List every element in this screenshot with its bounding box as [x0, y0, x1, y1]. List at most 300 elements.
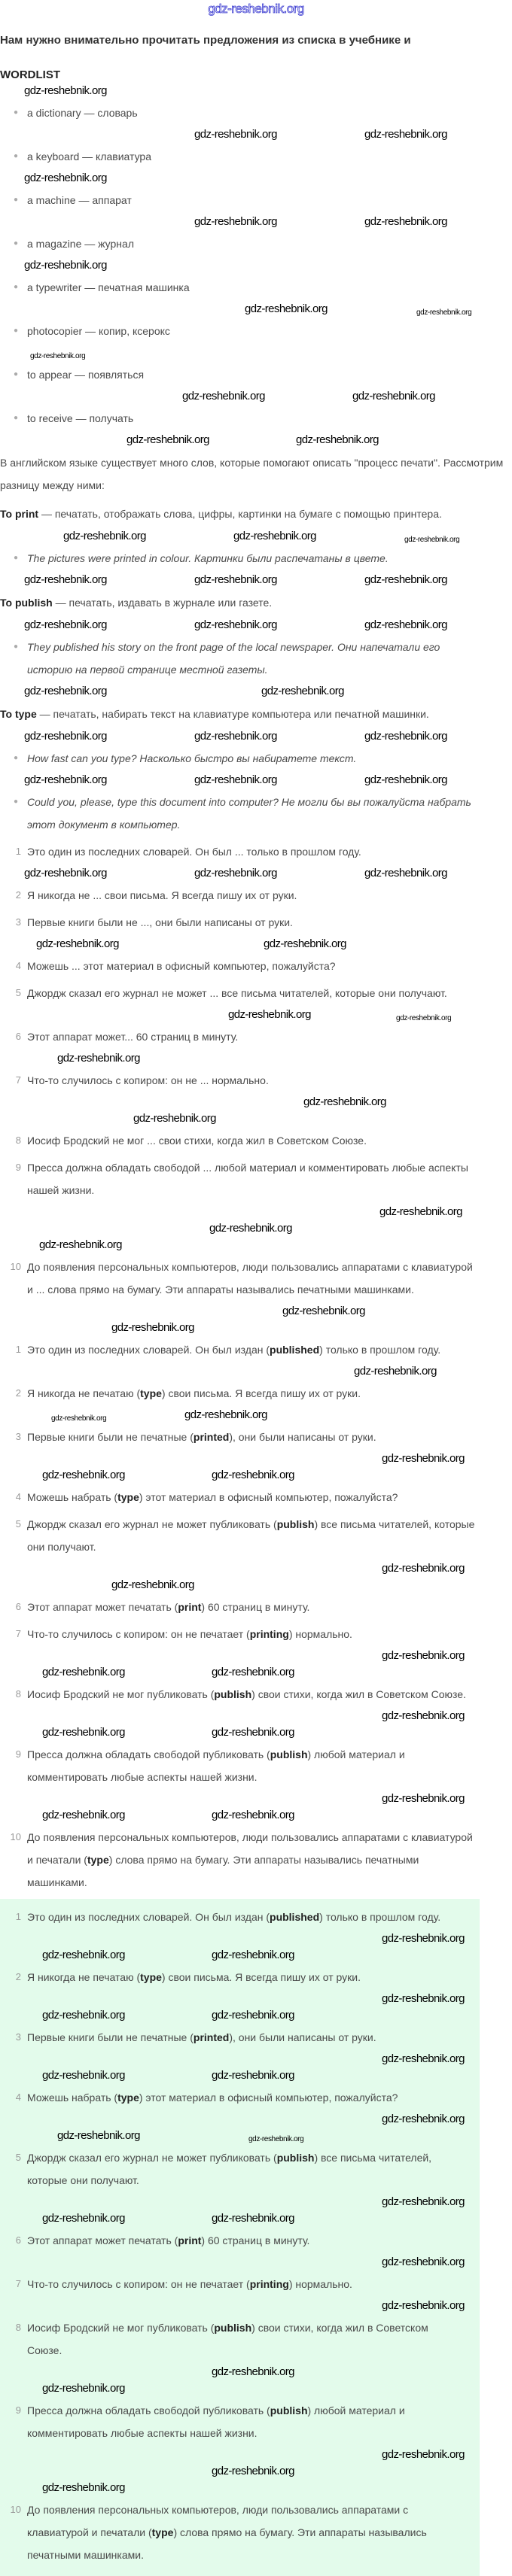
- answer-word: printed: [193, 2031, 230, 2043]
- answer-item: [15, 1423, 479, 1451]
- watermark-text: gdz-reshebnik.org: [382, 1709, 465, 1722]
- answer-post: ) слова прямо на бумагу. Эти аппараты назывались печатными машинками.: [27, 2526, 427, 2561]
- answer-pre: Можешь набрать (: [27, 1491, 118, 1503]
- watermark-text: gdz-reshebnik.org: [212, 1666, 294, 1678]
- watermark-text: gdz-reshebnik.org: [51, 1414, 107, 1423]
- answer-post: ) свои стихи, когда жил в Советском Союзе.: [251, 1688, 466, 1700]
- watermark-text: gdz-reshebnik.org: [24, 172, 107, 184]
- watermark-text: gdz-reshebnik.org: [261, 685, 344, 697]
- highlighted-answer-item: [10, 2496, 460, 2568]
- answer-pre: Что-то случилось с копиром: он не печатает (: [27, 2278, 250, 2290]
- watermark-text: gdz-reshebnik.org: [382, 1932, 465, 1945]
- wordlist-item-text: a typewriter — печатная машинка: [27, 281, 190, 293]
- watermark-row: [0, 214, 512, 230]
- item-number: 10: [10, 2504, 21, 2515]
- answer-pre: Пресса должна обладать свободой публиковать (: [27, 2404, 270, 2417]
- watermark-text: gdz-reshebnik.org: [24, 773, 107, 786]
- answer-post: ) этот материал в офисный компьютер, пожалуйста?: [139, 1491, 398, 1503]
- watermark-row: [0, 1577, 512, 1593]
- item-text: Пресса должна обладать свободой ... любой материал и комментировать любые аспекты нашей жизни.: [27, 1162, 468, 1196]
- highlighted-answers-panel: [0, 1899, 480, 2576]
- answer-pre: Что-то случилось с копиром: он не печатает (: [27, 1628, 250, 1640]
- item-number: 3: [15, 2031, 21, 2043]
- watermark-row: [0, 528, 512, 545]
- example-item: [14, 633, 479, 683]
- item-number: 7: [15, 2278, 21, 2289]
- watermark-row: [0, 1947, 480, 1964]
- watermark-row: [0, 1791, 512, 1807]
- answer-post: ) 60 страниц в минуту.: [201, 1601, 310, 1613]
- watermark-text: gdz-reshebnik.org: [194, 773, 277, 786]
- answer-word: published: [270, 1911, 320, 1923]
- answer-post: ) только в прошлом году.: [319, 1911, 441, 1923]
- answer-post: ) нормально.: [288, 1628, 352, 1640]
- wordlist-item-text: to receive — получать: [27, 412, 134, 424]
- watermark-text: gdz-reshebnik.org: [382, 1992, 465, 2005]
- watermark-text: gdz-reshebnik.org: [382, 2448, 465, 2461]
- watermark-row: [0, 1467, 512, 1484]
- watermark-row: [0, 2067, 480, 2084]
- answer-pre: До появления персональных компьютеров, люди пользовались аппаратами с клавиатурой и печатали (: [27, 1831, 473, 1866]
- answer-word: type: [140, 1971, 162, 1983]
- answer-pre: Я никогда не печатаю (: [27, 1387, 141, 1399]
- bullet-icon: ●: [14, 754, 19, 762]
- answer-item: [15, 1593, 479, 1621]
- answer-post: ) свои письма. Я всегда пишу их от руки.: [161, 1971, 361, 1983]
- answer-item: [15, 1621, 479, 1648]
- exercise-item: [15, 1023, 479, 1050]
- watermark-row: [0, 572, 512, 588]
- watermark-row: [0, 1708, 512, 1724]
- example-item: [14, 745, 479, 772]
- item-text: Джордж сказал его журнал не может ... все письма читателей, которые они получают.: [27, 987, 447, 999]
- answer-word: publish: [214, 2322, 252, 2334]
- answer-item: [15, 1741, 479, 1791]
- exercise-item: [15, 980, 479, 1007]
- watermark-text: gdz-reshebnik.org: [42, 2481, 125, 2494]
- watermark-row: [0, 936, 512, 952]
- watermark-row: [0, 2364, 480, 2380]
- watermark-row: [0, 2210, 480, 2227]
- watermark-text: gdz-reshebnik.org: [42, 1726, 125, 1739]
- watermark-text: gdz-reshebnik.org: [382, 1562, 465, 1575]
- wordlist-item-text: a magazine — журнал: [27, 238, 134, 250]
- answer-pre: Можешь набрать (: [27, 2091, 118, 2104]
- answer-pre: До появления персональных компьютеров, люди пользовались аппаратами с клавиатурой и печатали (: [27, 2504, 409, 2538]
- highlighted-answer-item: [15, 1903, 460, 1930]
- answer-word: type: [140, 1387, 162, 1399]
- watermark-text: gdz-reshebnik.org: [245, 302, 328, 315]
- watermark-row: [0, 1110, 512, 1127]
- exercise-item: [15, 1067, 479, 1094]
- watermark-text: gdz-reshebnik.org: [364, 215, 447, 228]
- watermark-text: gdz-reshebnik.org: [248, 2135, 304, 2143]
- wordlist-item: [14, 317, 479, 345]
- watermark-row: [0, 617, 512, 633]
- answer-pre: Это один из последних словарей. Он был издан (: [27, 1911, 270, 1923]
- item-number: 7: [15, 1628, 21, 1639]
- item-number: 5: [15, 2152, 21, 2163]
- wordlist-item-text: a dictionary — словарь: [27, 107, 138, 119]
- item-number: 3: [15, 1431, 21, 1442]
- watermark-text: gdz-reshebnik.org: [184, 1408, 267, 1421]
- watermark-row: [0, 1320, 512, 1336]
- watermark-text: gdz-reshebnik.org: [194, 128, 277, 141]
- answer-word: printing: [249, 2278, 289, 2290]
- watermark-row: [0, 83, 512, 99]
- watermark-text: gdz-reshebnik.org: [194, 618, 277, 631]
- item-number: 4: [15, 2091, 21, 2103]
- answer-pre: Иосиф Бродский не мог публиковать (: [27, 1688, 215, 1700]
- example-text: The pictures were printed in colour. Картинки были распечатаны в цвете.: [27, 552, 389, 564]
- watermark-text: gdz-reshebnik.org: [111, 1321, 194, 1334]
- watermark-text: gdz-reshebnik.org: [212, 2009, 294, 2022]
- item-number: 1: [15, 1911, 21, 1922]
- answer-pre: Джордж сказал его журнал не может публиковать (: [27, 2152, 277, 2164]
- watermark-text: gdz-reshebnik.org: [42, 1469, 125, 1481]
- watermark-text: gdz-reshebnik.org: [212, 1726, 294, 1739]
- bullet-icon: ●: [14, 554, 19, 562]
- answer-pre: Джордж сказал его журнал не может публиковать (: [27, 1518, 277, 1530]
- watermark-text: gdz-reshebnik.org: [354, 1365, 437, 1378]
- answer-item: [15, 1681, 479, 1708]
- watermark-text: gdz-reshebnik.org: [404, 536, 460, 544]
- watermark-text: gdz-reshebnik.org: [396, 1014, 452, 1022]
- highlighted-answer-item: [15, 2084, 460, 2111]
- watermark-text: gdz-reshebnik.org: [212, 2465, 294, 2477]
- watermark-text: gdz-reshebnik.org: [194, 215, 277, 228]
- definition-0: [0, 500, 508, 528]
- watermark-text: gdz-reshebnik.org: [382, 2195, 465, 2208]
- watermark-row: [0, 1991, 480, 2007]
- answer-pre: Я никогда не печатаю (: [27, 1971, 141, 1983]
- watermark-row: [0, 126, 512, 143]
- watermark-row: [0, 1237, 512, 1253]
- exercise-item: [10, 1253, 479, 1303]
- answer-word: printed: [193, 1431, 230, 1443]
- watermark-row: [0, 1407, 512, 1423]
- wordlist-title: WORDLIST: [0, 68, 60, 81]
- watermark-row: [0, 2480, 480, 2496]
- item-text: Этот аппарат может... 60 страниц в минуту.: [27, 1031, 239, 1043]
- watermark-row: [0, 865, 512, 882]
- answer-word: print: [178, 1601, 202, 1613]
- watermark-text: gdz-reshebnik.org: [364, 773, 447, 786]
- example-text: How fast can you type? Насколько быстро вы набиратете текст.: [27, 752, 357, 764]
- answer-item: [15, 1511, 479, 1560]
- item-number: 1: [15, 846, 21, 857]
- wordlist-item: [14, 361, 479, 388]
- watermark-row: [0, 170, 512, 187]
- watermark-row: [0, 301, 512, 317]
- item-number: 7: [15, 1074, 21, 1086]
- answer-pre: Пресса должна обладать свободой публиковать (: [27, 1748, 270, 1760]
- answer-post: ) любой материал и комментировать любые аспекты нашей жизни.: [27, 2404, 405, 2439]
- watermark-text: gdz-reshebnik.org: [57, 1052, 140, 1065]
- exercise-item: [15, 1127, 479, 1154]
- definition-text: — печатать, отображать слова, цифры, картинки на бумаге с помощью принтера.: [38, 508, 442, 520]
- item-text: Можешь ... этот материал в офисный компьютер, пожалуйста?: [27, 960, 336, 972]
- bullet-icon: ●: [14, 152, 19, 160]
- watermark-row: [0, 772, 512, 788]
- answer-word: type: [117, 2091, 139, 2104]
- item-number: 5: [15, 1518, 21, 1530]
- answer-pre: Этот аппарат может печатать (: [27, 2234, 178, 2246]
- item-number: 4: [15, 1491, 21, 1502]
- exercise-item: [15, 882, 479, 909]
- watermark-row: [0, 2298, 480, 2314]
- bullet-icon: ●: [14, 797, 19, 806]
- answer-word: publish: [270, 1748, 308, 1760]
- watermark-text: gdz-reshebnik.org: [63, 530, 146, 542]
- answer-post: ) все письма читателей, которые они получают.: [27, 2152, 432, 2186]
- item-number: 2: [15, 1387, 21, 1399]
- wordlist-item: [14, 143, 479, 170]
- highlighted-answer-item: [15, 1964, 460, 1991]
- page-heading: Нам нужно внимательно прочитать предложения из списка в учебнике и: [0, 34, 411, 47]
- wordlist-item: [14, 230, 479, 257]
- bullet-icon: ●: [14, 642, 19, 651]
- watermark-row: [0, 388, 512, 405]
- item-text: Что-то случилось с копиром: он не ... нормально.: [27, 1074, 269, 1086]
- watermark-row: [0, 1664, 512, 1681]
- wordlist-item-text: a machine — аппарат: [27, 194, 132, 206]
- watermark-text: gdz-reshebnik.org: [182, 390, 265, 402]
- watermark-text: gdz-reshebnik.org: [416, 308, 472, 317]
- wordlist-item: [14, 405, 479, 432]
- watermark-text: gdz-reshebnik.org: [24, 259, 107, 272]
- watermark-text: gdz-reshebnik.org: [126, 433, 209, 446]
- item-number: 3: [15, 916, 21, 928]
- answer-post: ), они были написаны от руки.: [229, 1431, 376, 1443]
- watermark-row: [0, 683, 512, 700]
- watermark-text: gdz-reshebnik.org: [282, 1305, 365, 1317]
- answer-word: type: [151, 2526, 174, 2538]
- answer-post: ) слова прямо на бумагу. Эти аппараты назывались печатными машинками.: [27, 1854, 419, 1888]
- watermark-text: gdz-reshebnik.org: [133, 1112, 216, 1125]
- answer-post: ) только в прошлом году.: [319, 1344, 441, 1356]
- definition-text: — печатать, набирать текст на клавиатуре компьютера или печатной машинки.: [36, 708, 429, 720]
- watermark-row: [0, 1094, 512, 1110]
- answer-pre: Иосиф Бродский не мог публиковать (: [27, 2322, 215, 2334]
- item-number: 6: [15, 1031, 21, 1042]
- wordlist-item: [14, 274, 479, 301]
- watermark-row: [0, 2007, 480, 2024]
- example-text: Could you, please, type this document into computer? Не могли бы вы пожалуйста набрать этот документ в компьютер.: [27, 796, 471, 831]
- watermark-text: gdz-reshebnik.org: [209, 1222, 292, 1235]
- watermark-text: gdz-reshebnik.org: [42, 2382, 125, 2395]
- example-item: [14, 788, 479, 838]
- exercise-item: [15, 838, 479, 865]
- example-item: [14, 545, 479, 572]
- watermark-row: [0, 345, 512, 361]
- watermark-row: [0, 1220, 512, 1237]
- watermark-row: [0, 2128, 480, 2144]
- answer-pre: Первые книги были не печатные (: [27, 1431, 194, 1443]
- bullet-icon: ●: [14, 196, 19, 204]
- watermark-text: gdz-reshebnik.org: [212, 2365, 294, 2378]
- definition-1: [0, 588, 508, 617]
- watermark-text: gdz-reshebnik.org: [212, 1949, 294, 1961]
- watermark-row: [0, 2447, 480, 2463]
- item-text: Я никогда не ... свои письма. Я всегда пишу их от руки.: [27, 889, 297, 901]
- watermark-text: gdz-reshebnik.org: [24, 84, 107, 97]
- answer-post: ) свои письма. Я всегда пишу их от руки.: [161, 1387, 361, 1399]
- example-text: They published his story on the front page of the local newspaper. Они напечатали его историю на первой странице местной газеты.: [27, 641, 440, 676]
- watermark-text: gdz-reshebnik.org: [42, 2009, 125, 2022]
- bullet-icon: ●: [14, 327, 19, 335]
- item-number: 10: [10, 1261, 21, 1272]
- watermark-row: [0, 257, 512, 274]
- watermark-text: gdz-reshebnik.org: [42, 1949, 125, 1961]
- answer-pre: Этот аппарат может печатать (: [27, 1601, 178, 1613]
- answer-item: [15, 1336, 479, 1363]
- watermark-text: gdz-reshebnik.org: [24, 685, 107, 697]
- answer-post: ) этот материал в офисный компьютер, пожалуйста?: [139, 2091, 398, 2104]
- item-number: 5: [15, 987, 21, 998]
- watermark-text: gdz-reshebnik.org: [228, 1008, 311, 1021]
- watermark-text: gdz-reshebnik.org: [194, 573, 277, 586]
- answer-word: printing: [249, 1628, 289, 1640]
- answer-word: publish: [276, 2152, 315, 2164]
- watermark-text: gdz-reshebnik.org: [39, 1238, 122, 1251]
- answer-pre: Это один из последних словарей. Он был издан (: [27, 1344, 270, 1356]
- watermark-text: gdz-reshebnik.org: [364, 128, 447, 141]
- intro-paragraph: В английском языке существует много слов, которые помогают описать "процесс печати". Рассмотрим разницу между ними:: [0, 457, 504, 491]
- answer-word: publish: [214, 1688, 252, 1700]
- wordlist-item-text: to appear — появляться: [27, 369, 145, 381]
- watermark-row: [0, 1560, 512, 1577]
- item-number: 6: [15, 2234, 21, 2246]
- item-text: Первые книги были не ..., они были написаны от руки.: [27, 916, 293, 928]
- watermark-text: gdz-reshebnik.org: [382, 2256, 465, 2268]
- answer-word: published: [270, 1344, 320, 1356]
- watermark-text: gdz-reshebnik.org: [382, 2052, 465, 2065]
- watermark-text: gdz-reshebnik.org: [233, 530, 316, 542]
- watermark-text: gdz-reshebnik.org: [24, 573, 107, 586]
- watermark-text: gdz-reshebnik.org: [42, 2069, 125, 2082]
- watermark-text: gdz-reshebnik.org: [303, 1095, 386, 1108]
- watermark-text: gdz-reshebnik.org: [111, 1578, 194, 1591]
- highlighted-answer-item: [15, 2397, 460, 2447]
- item-number: 1: [15, 1344, 21, 1355]
- item-number: 8: [15, 2322, 21, 2333]
- wordlist-item: [14, 187, 479, 214]
- watermark-row: [0, 728, 512, 745]
- item-number: 9: [15, 1162, 21, 1173]
- answer-post: ) свои стихи, когда жил в Советском Союзе.: [27, 2322, 428, 2356]
- watermark-row: [0, 1930, 480, 1947]
- answer-item: [15, 1484, 479, 1511]
- item-number: 2: [15, 889, 21, 901]
- watermark-text: gdz-reshebnik.org: [24, 867, 107, 879]
- watermark-text: gdz-reshebnik.org: [212, 1809, 294, 1821]
- item-text: До появления персональных компьютеров, люди пользовались аппаратами с клавиатурой и ... слова прямо на бумагу. Эти аппараты назывались печатными машинками.: [27, 1261, 473, 1296]
- watermark-text: gdz-reshebnik.org: [382, 2299, 465, 2312]
- watermark-text: gdz-reshebnik.org: [57, 2129, 140, 2142]
- answer-item: [15, 1380, 479, 1407]
- definition-term: To type: [0, 708, 37, 720]
- watermark-text: gdz-reshebnik.org: [36, 937, 119, 950]
- item-text: Иосиф Бродский не мог ... свои стихи, когда жил в Советском Союзе.: [27, 1135, 367, 1147]
- watermark-text: gdz-reshebnik.org: [24, 730, 107, 743]
- item-number: 10: [10, 1831, 21, 1842]
- answer-post: ) 60 страниц в минуту.: [201, 2234, 310, 2246]
- watermark-text: gdz-reshebnik.org: [364, 730, 447, 743]
- watermark-text: gdz-reshebnik.org: [364, 573, 447, 586]
- watermark-text: gdz-reshebnik.org: [382, 1452, 465, 1465]
- watermark-text: gdz-reshebnik.org: [212, 2212, 294, 2225]
- definition-2: [0, 700, 508, 728]
- item-number: 4: [15, 960, 21, 971]
- watermark-text: gdz-reshebnik.org: [42, 2212, 125, 2225]
- watermark-text: gdz-reshebnik.org: [212, 1469, 294, 1481]
- top-watermark-logo: gdz-reshebnik.org: [208, 2, 304, 16]
- answer-item: [10, 1824, 479, 1896]
- watermark-text: gdz-reshebnik.org: [42, 1809, 125, 1821]
- definition-term: To publish: [0, 597, 53, 609]
- answer-post: ) все письма читателей, которые они получают.: [27, 1518, 475, 1553]
- watermark-row: [0, 1451, 512, 1467]
- watermark-text: gdz-reshebnik.org: [194, 730, 277, 743]
- answer-post: ), они были написаны от руки.: [229, 2031, 376, 2043]
- wordlist-item: [14, 99, 479, 126]
- watermark-row: [0, 1007, 512, 1023]
- watermark-text: gdz-reshebnik.org: [24, 618, 107, 631]
- answer-pre: Первые книги были не печатные (: [27, 2031, 194, 2043]
- watermark-text: gdz-reshebnik.org: [352, 390, 435, 402]
- watermark-text: gdz-reshebnik.org: [42, 1666, 125, 1678]
- answer-word: print: [178, 2234, 202, 2246]
- bullet-icon: ●: [14, 370, 19, 378]
- wordlist-item-text: a keyboard — клавиатура: [27, 150, 152, 163]
- watermark-text: gdz-reshebnik.org: [382, 1792, 465, 1805]
- watermark-text: gdz-reshebnik.org: [382, 2113, 465, 2125]
- watermark-row: [0, 432, 512, 448]
- item-text: Это один из последних словарей. Он был ... только в прошлом году.: [27, 846, 361, 858]
- answer-word: type: [117, 1491, 139, 1503]
- watermark-row: [0, 2254, 480, 2271]
- highlighted-answer-item: [15, 2024, 460, 2051]
- highlighted-answer-item: [15, 2271, 460, 2298]
- exercise-item: [15, 952, 479, 980]
- watermark-text: gdz-reshebnik.org: [30, 352, 86, 360]
- watermark-row: [0, 2380, 480, 2397]
- watermark-text: gdz-reshebnik.org: [296, 433, 379, 446]
- watermark-row: [0, 1204, 512, 1220]
- item-number: 8: [15, 1688, 21, 1700]
- answer-word: publish: [276, 1518, 315, 1530]
- wordlist-item-text: photocopier — копир, ксерокс: [27, 325, 170, 337]
- item-number: 9: [15, 1748, 21, 1760]
- bullet-icon: ●: [14, 239, 19, 248]
- watermark-row: [0, 1050, 512, 1067]
- watermark-row: [0, 2051, 480, 2067]
- bullet-icon: ●: [14, 414, 19, 422]
- answer-post: ) нормально.: [288, 2278, 352, 2290]
- exercise-item: [15, 1154, 479, 1204]
- watermark-text: gdz-reshebnik.org: [364, 867, 447, 879]
- highlighted-answer-item: [15, 2144, 460, 2194]
- watermark-text: gdz-reshebnik.org: [212, 2069, 294, 2082]
- watermark-text: gdz-reshebnik.org: [379, 1205, 462, 1218]
- watermark-row: [0, 2463, 480, 2480]
- highlighted-answer-item: [15, 2227, 460, 2254]
- answer-word: publish: [270, 2404, 308, 2417]
- definition-text: — печатать, издавать в журнале или газете.: [52, 597, 273, 609]
- watermark-row: [0, 2111, 480, 2128]
- watermark-row: [0, 2194, 480, 2210]
